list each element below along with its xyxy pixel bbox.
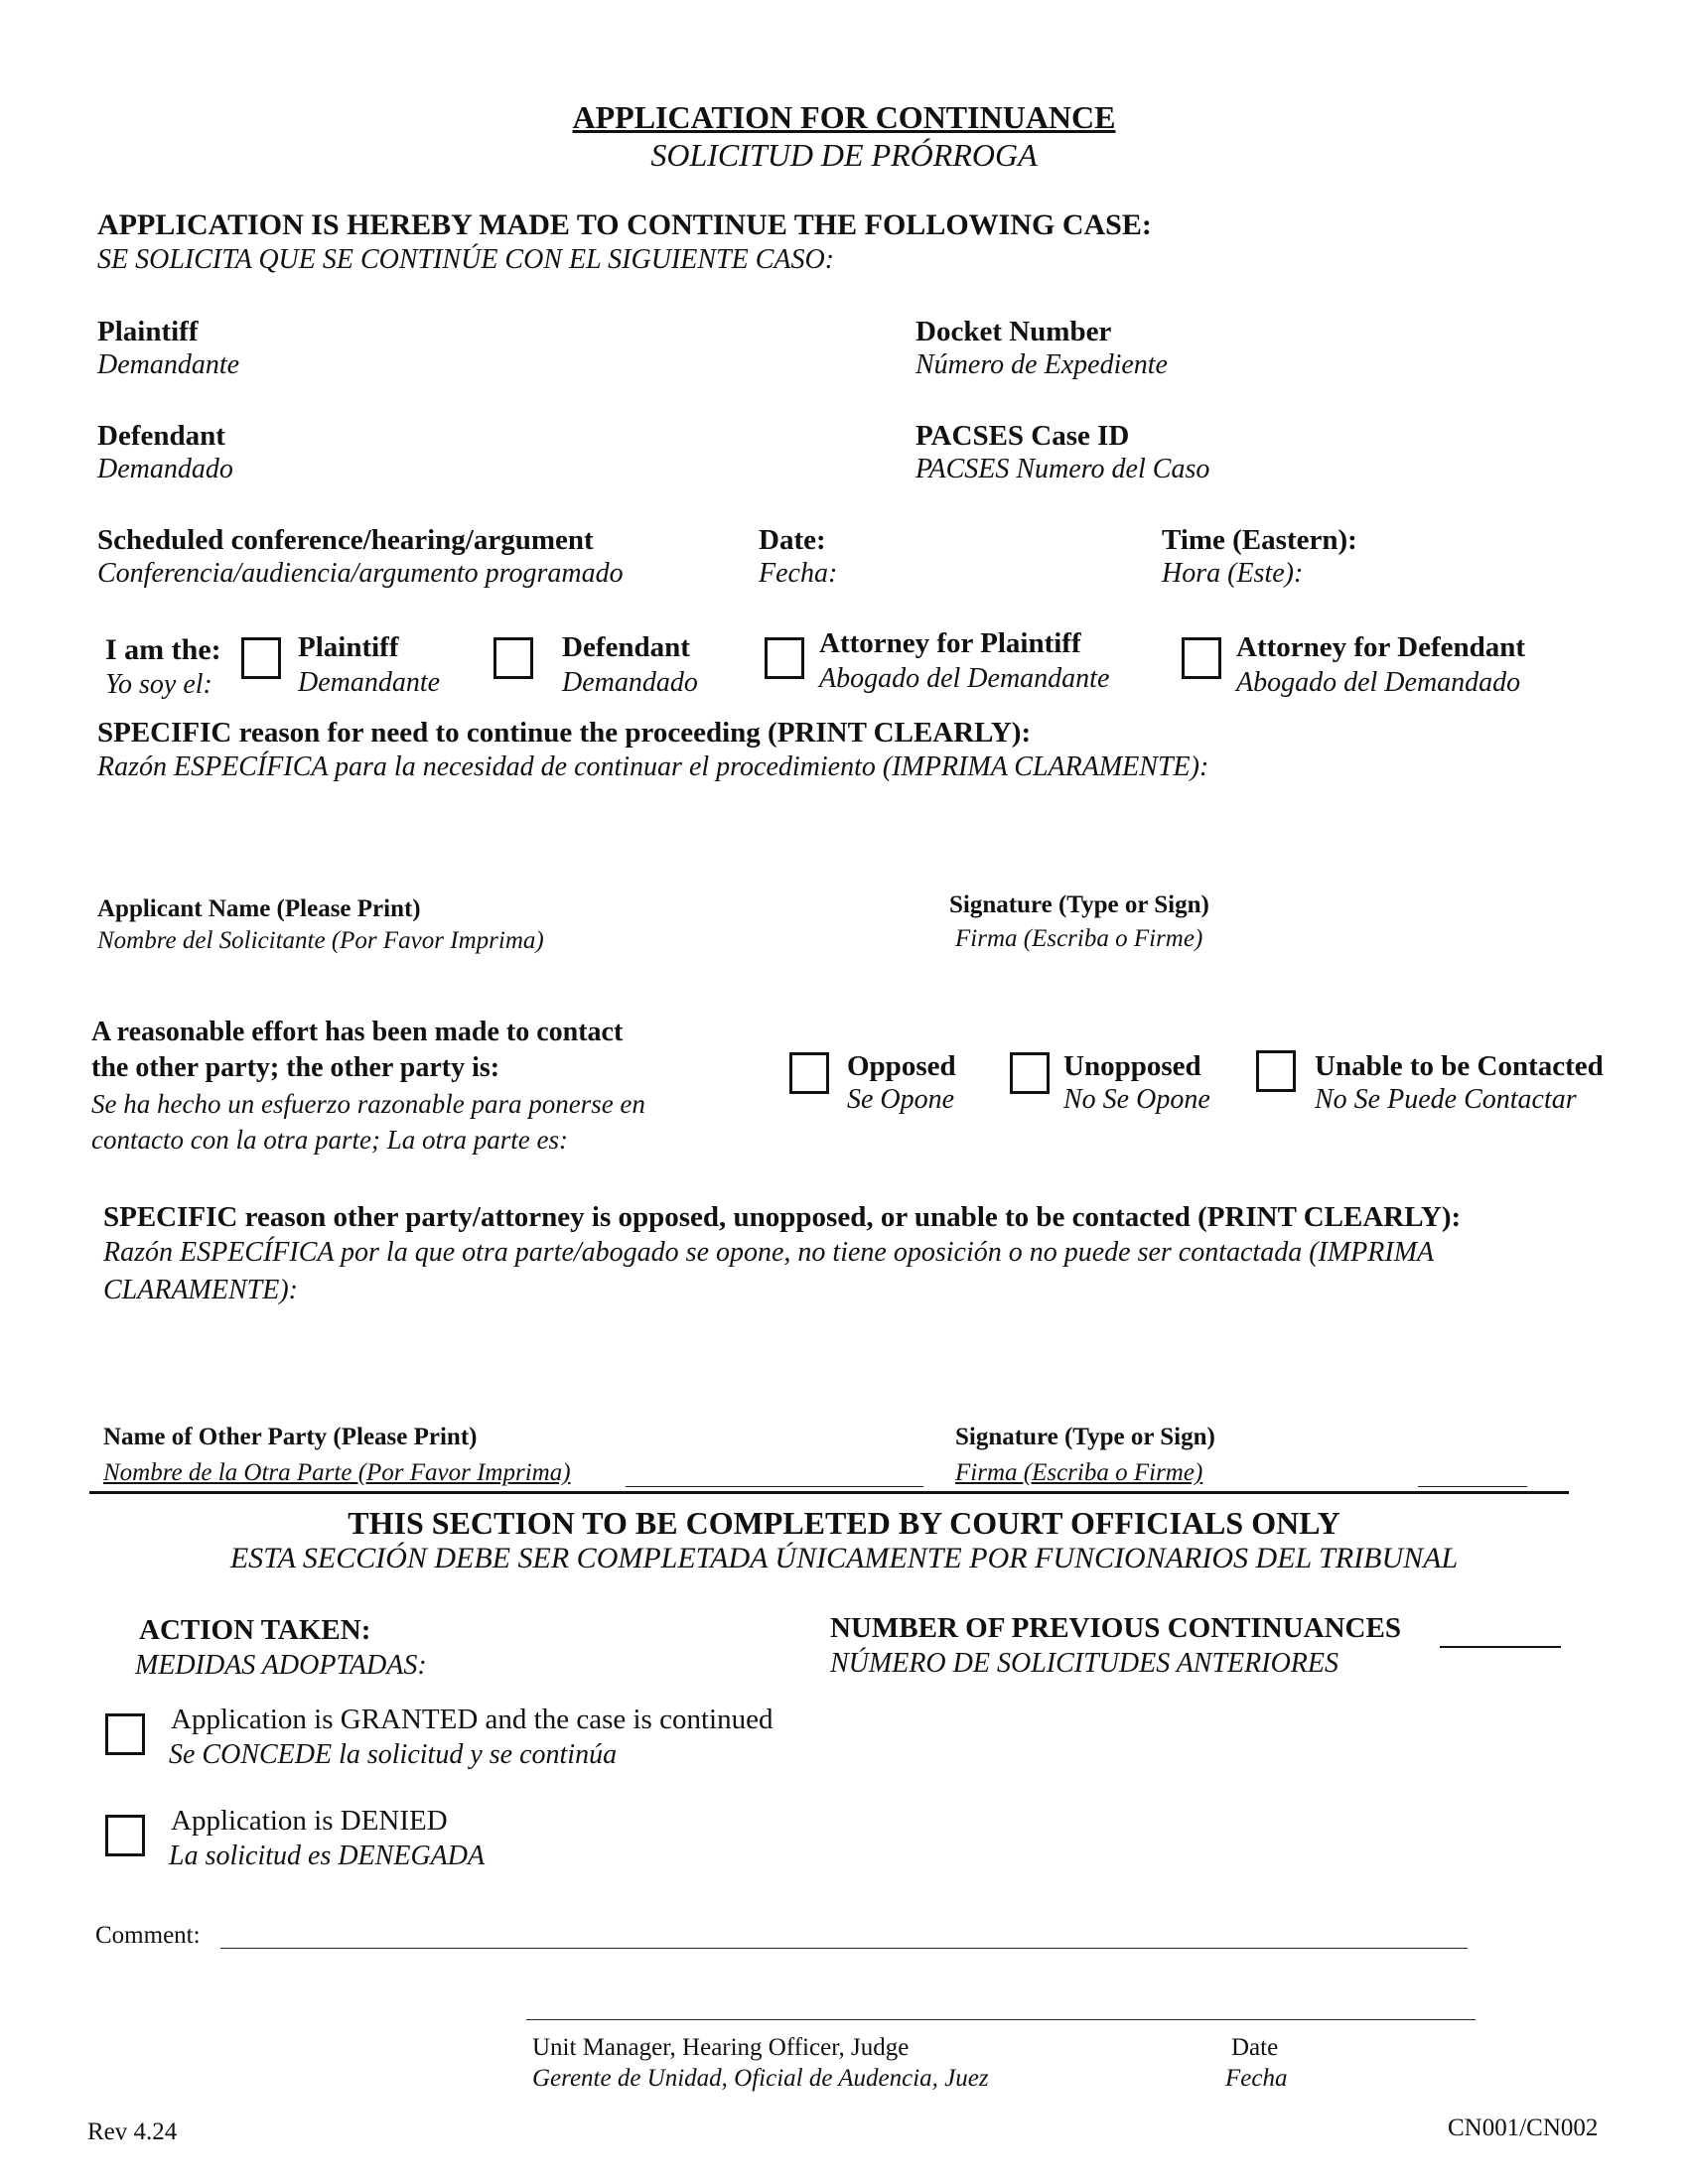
court-heading: THIS SECTION TO BE COMPLETED BY COURT OFFICIALS ONLY (348, 1505, 1340, 1541)
docket-label: Docket Number (915, 316, 1112, 347)
form-title-es: SOLICITUD DE PRÓRROGA (650, 137, 1038, 173)
unopposed-checkbox[interactable] (1010, 1052, 1050, 1094)
scheduled-label: Scheduled conference/hearing/argument (97, 524, 594, 556)
other-party-signature-label: Signature (Type or Sign) (955, 1424, 1215, 1450)
other-reason-label-es-1: Razón ESPECÍFICA por la que otra parte/abogado se opone, no tiene oposición o no puede ser contactada (IMPRIMA (103, 1237, 1435, 1268)
plaintiff-label: Plaintiff (97, 316, 199, 347)
applicant-signature-label-es: Firma (Escriba o Firme) (955, 925, 1203, 952)
unable-contact-label-es: No Se Puede Contactar (1315, 1084, 1577, 1115)
unopposed-label: Unopposed (1063, 1050, 1201, 1082)
applicant-signature-label: Signature (Type or Sign) (949, 891, 1209, 918)
officer-label: Unit Manager, Hearing Officer, Judge (532, 2034, 910, 2061)
unopposed-label-es: No Se Opone (1063, 1084, 1210, 1115)
pacses-label-es: PACSES Numero del Caso (915, 454, 1210, 484)
section-divider (89, 1491, 1569, 1494)
contact-text-4: contacto con la otra parte; La otra parte es: (91, 1125, 568, 1155)
unable-contact-checkbox[interactable] (1256, 1050, 1296, 1092)
granted-checkbox[interactable] (105, 1713, 145, 1755)
applicant-name-label-es: Nombre del Solicitante (Por Favor Imprima) (97, 927, 544, 954)
previous-continuances-label: NUMBER OF PREVIOUS CONTINUANCES (830, 1612, 1401, 1644)
granted-label: Application is GRANTED and the case is continued (171, 1704, 774, 1735)
intro-heading: APPLICATION IS HEREBY MADE TO CONTINUE THE FOLLOWING CASE: (97, 208, 1152, 241)
date-label: Date: (759, 524, 826, 556)
opposed-label-es: Se Opone (847, 1084, 955, 1115)
role-attorney-defendant-checkbox[interactable] (1182, 637, 1221, 679)
role-attorney-plaintiff-label: Attorney for Plaintiff (819, 627, 1081, 659)
time-label-es: Hora (Este): (1162, 558, 1304, 589)
role-plaintiff-checkbox[interactable] (241, 637, 281, 679)
officer-date-label-es: Fecha (1225, 2065, 1288, 2092)
officer-signature-line[interactable] (526, 2019, 1476, 2020)
other-party-signature-label-es: Firma (Escriba o Firme) (955, 1459, 1203, 1486)
time-label: Time (Eastern): (1162, 524, 1357, 556)
other-party-signature-line (1418, 1486, 1527, 1487)
docket-label-es: Número de Expediente (915, 349, 1168, 380)
plaintiff-label-es: Demandante (97, 349, 240, 380)
pacses-label: PACSES Case ID (915, 420, 1130, 452)
intro-heading-es: SE SOLICITA QUE SE CONTINÚE CON EL SIGUIENTE CASO: (97, 244, 835, 275)
action-taken-label-es: MEDIDAS ADOPTADAS: (135, 1650, 427, 1681)
contact-text-3: Se ha hecho un esfuerzo razonable para ponerse en (91, 1089, 645, 1119)
reason-label-es: Razón ESPECÍFICA para la necesidad de continuar el procedimiento (IMPRIMA CLARAMENTE): (97, 751, 1209, 782)
granted-label-es: Se CONCEDE la solicitud y se continúa (169, 1739, 618, 1770)
previous-continuances-line[interactable] (1440, 1646, 1561, 1648)
other-reason-label-es-2: CLARAMENTE): (103, 1275, 298, 1305)
denied-label-es: La solicitud es DENEGADA (169, 1841, 486, 1871)
comment-line[interactable] (220, 1948, 1468, 1949)
officer-label-es: Gerente de Unidad, Oficial de Audencia, Juez (532, 2065, 989, 2092)
role-plaintiff-label-es: Demandante (298, 667, 441, 698)
contact-text-1: A reasonable effort has been made to contact (91, 1017, 624, 1047)
comment-label: Comment: (95, 1922, 201, 1949)
form-title: APPLICATION FOR CONTINUANCE (572, 99, 1116, 135)
applicant-name-label: Applicant Name (Please Print) (97, 895, 421, 922)
other-party-name-line (626, 1486, 923, 1487)
defendant-label: Defendant (97, 420, 225, 452)
form-id-label: CN001/CN002 (1448, 2115, 1599, 2141)
role-defendant-checkbox[interactable] (493, 637, 533, 679)
contact-text-2: the other party; the other party is: (91, 1052, 500, 1083)
role-attorney-plaintiff-checkbox[interactable] (765, 637, 804, 679)
opposed-checkbox[interactable] (789, 1052, 829, 1094)
reason-label: SPECIFIC reason for need to continue the proceeding (PRINT CLEARLY): (97, 717, 1032, 749)
officer-date-label: Date (1231, 2034, 1279, 2061)
unable-contact-label: Unable to be Contacted (1315, 1050, 1604, 1082)
previous-continuances-label-es: NÚMERO DE SOLICITUDES ANTERIORES (830, 1648, 1339, 1679)
denied-label: Application is DENIED (171, 1805, 448, 1837)
court-heading-es: ESTA SECCIÓN DEBE SER COMPLETADA ÚNICAMENTE POR FUNCIONARIOS DEL TRIBUNAL (229, 1542, 1459, 1574)
scheduled-label-es: Conferencia/audiencia/argumento programado (97, 558, 624, 589)
role-label: I am the: (105, 633, 221, 666)
revision-label: Rev 4.24 (87, 2118, 178, 2145)
role-label-es: Yo soy el: (105, 669, 212, 700)
role-attorney-plaintiff-label-es: Abogado del Demandante (819, 663, 1110, 694)
date-label-es: Fecha: (759, 558, 838, 589)
other-party-name-label: Name of Other Party (Please Print) (103, 1424, 478, 1450)
role-plaintiff-label: Plaintiff (298, 631, 399, 663)
role-attorney-defendant-label-es: Abogado del Demandado (1236, 667, 1521, 698)
defendant-label-es: Demandado (97, 454, 233, 484)
denied-checkbox[interactable] (105, 1815, 145, 1856)
other-party-name-label-es: Nombre de la Otra Parte (Por Favor Imprima) (103, 1459, 571, 1486)
action-taken-label: ACTION TAKEN: (139, 1614, 371, 1646)
role-attorney-defendant-label: Attorney for Defendant (1236, 631, 1526, 663)
opposed-label: Opposed (847, 1050, 956, 1082)
role-defendant-label-es: Demandado (562, 667, 698, 698)
role-defendant-label: Defendant (562, 631, 690, 663)
other-reason-label: SPECIFIC reason other party/attorney is opposed, unopposed, or unable to be contacted (PRINT CLEARLY): (103, 1201, 1462, 1233)
